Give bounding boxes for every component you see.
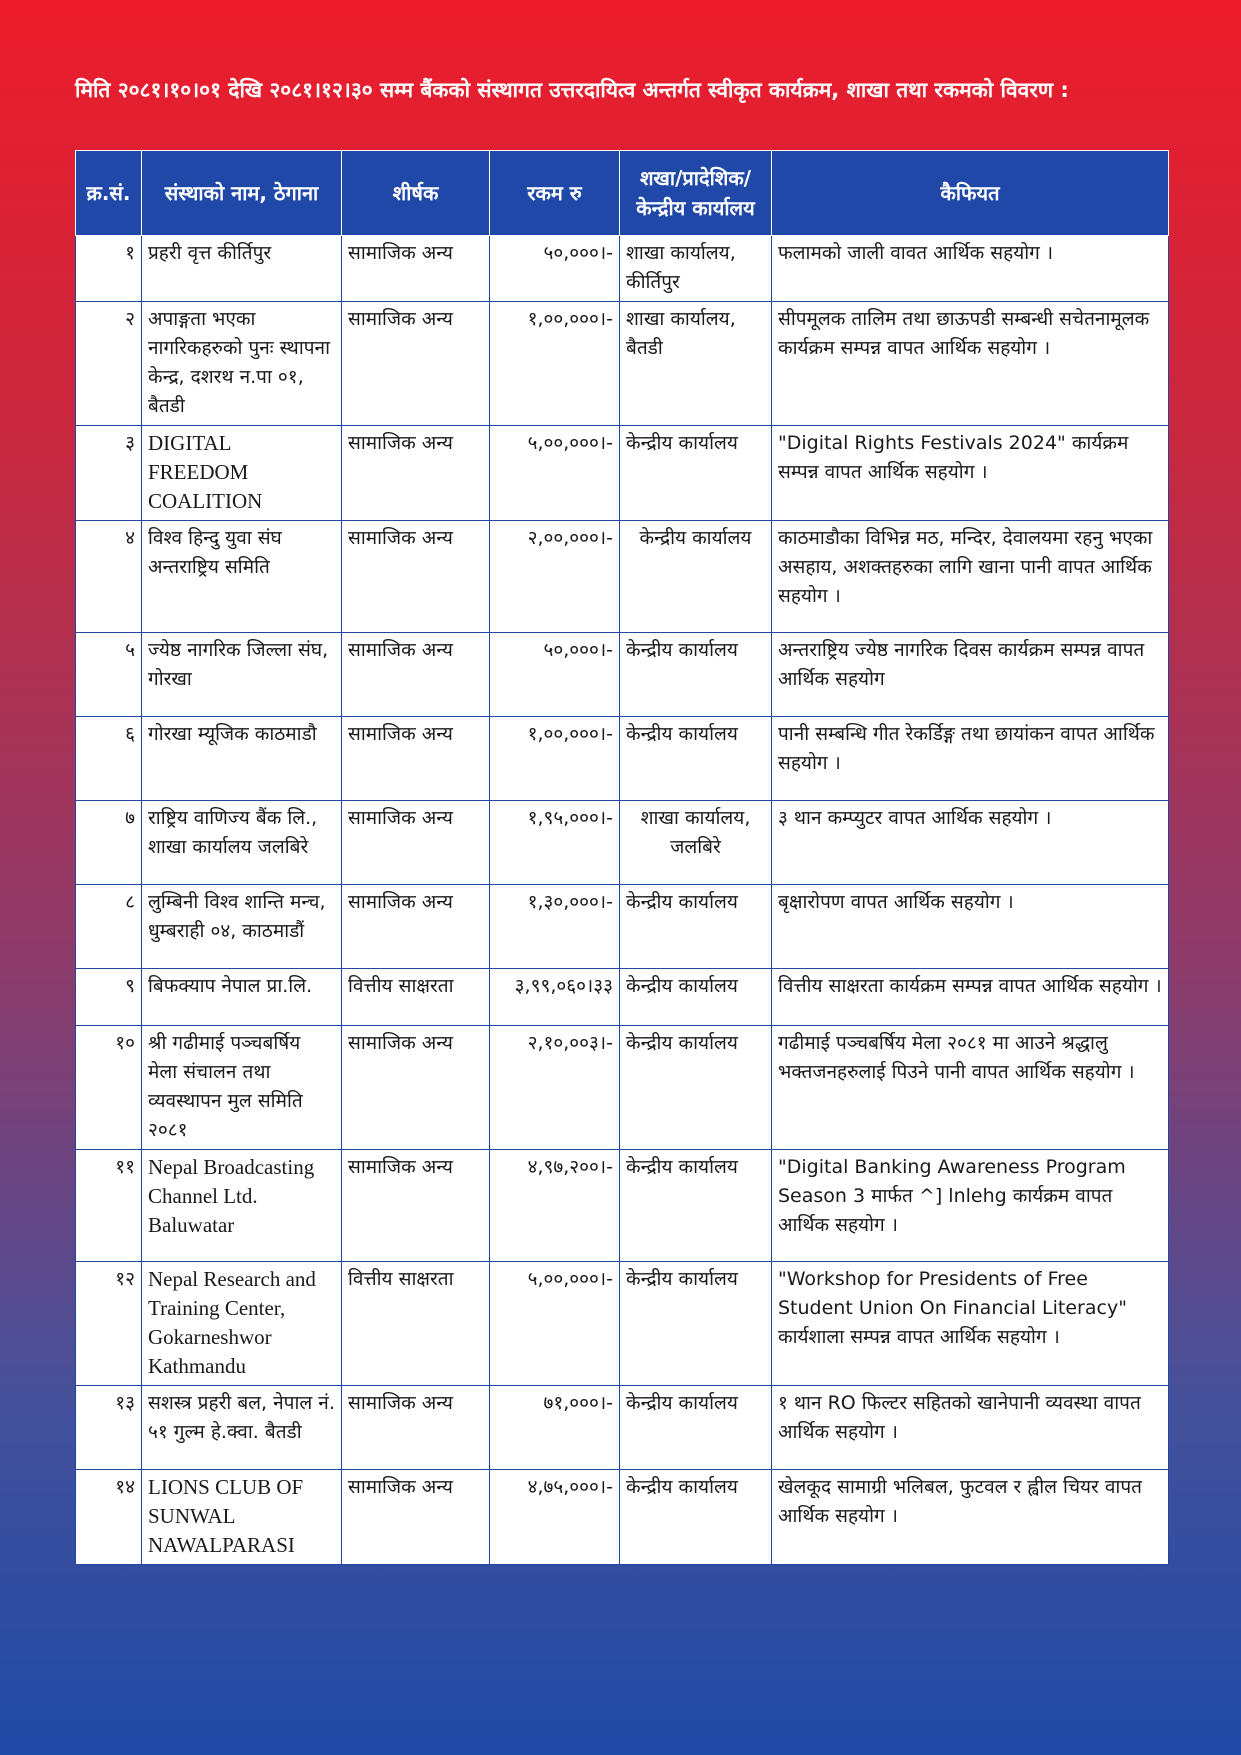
table-row [76,236,1169,302]
cell-amount: ५०,०००।- [490,236,620,302]
cell-amount: ४,७५,०००।- [490,1470,620,1565]
cell-office: केन्द्रीय कार्यालय [620,1026,772,1150]
table-row [76,1386,1169,1470]
cell-amount: १,००,०००।- [490,302,620,426]
cell-serial-number: ७ [76,801,142,885]
cell-office: केन्द्रीय कार्यालय [620,717,772,801]
table-row [76,717,1169,801]
cell-office: केन्द्रीय कार्यालय [620,1386,772,1470]
cell-serial-number: १२ [76,1262,142,1386]
cell-organization-name: LIONS CLUB OF SUNWAL NAWALPARASI [142,1470,342,1565]
cell-remarks: वित्तीय साक्षरता कार्यक्रम सम्पन्न वापत आर्थिक सहयोग । [772,969,1169,1026]
header-serial-number: क्र.सं. [76,151,142,236]
cell-amount: ५,००,०००।- [490,426,620,521]
cell-organization-name: विश्व हिन्दु युवा संघ अन्तराष्ट्रिय समिति [142,521,342,633]
cell-amount: ५,००,०००।- [490,1262,620,1386]
cell-organization-name: राष्ट्रिय वाणिज्य बैंक लि., शाखा कार्यालय जलबिरे [142,801,342,885]
cell-serial-number: ४ [76,521,142,633]
cell-remarks: सीपमूलक तालिम तथा छाऊपडी सम्बन्धी सचेतनामूलक कार्यक्रम सम्पन्न वापत आर्थिक सहयोग । [772,302,1169,426]
cell-office: शाखा कार्यालय, बैतडी [620,302,772,426]
cell-heading: सामाजिक अन्य [342,426,490,521]
cell-amount: २,००,०००।- [490,521,620,633]
cell-organization-name: Nepal Broadcasting Channel Ltd. Baluwatar [142,1150,342,1262]
table-row [76,1470,1169,1565]
cell-organization-name: सशस्त्र प्रहरी बल, नेपाल नं. ५१ गुल्म हे.क्वा. बैतडी [142,1386,342,1470]
header-heading: शीर्षक [342,151,490,236]
cell-organization-name: लुम्बिनी विश्व शान्ति मन्च, धुम्बराही ०४, काठमाडौं [142,885,342,969]
cell-serial-number: १३ [76,1386,142,1470]
cell-heading: वित्तीय साक्षरता [342,1262,490,1386]
cell-office: केन्द्रीय कार्यालय [620,885,772,969]
cell-serial-number: ५ [76,633,142,717]
cell-amount: ४,९७,२००।- [490,1150,620,1262]
cell-serial-number: १४ [76,1470,142,1565]
cell-remarks: पानी सम्बन्धि गीत रेकर्डिङ्ग तथा छायांकन वापत आर्थिक सहयोग । [772,717,1169,801]
cell-serial-number: ३ [76,426,142,521]
cell-heading: सामाजिक अन्य [342,1150,490,1262]
cell-organization-name: DIGITAL FREEDOM COALITION [142,426,342,521]
cell-heading: सामाजिक अन्य [342,521,490,633]
cell-remarks: "Digital Rights Festivals 2024" कार्यक्रम सम्पन्न वापत आर्थिक सहयोग । [772,426,1169,521]
cell-heading: सामाजिक अन्य [342,302,490,426]
cell-remarks: ३ थान कम्प्युटर वापत आर्थिक सहयोग । [772,801,1169,885]
cell-amount: ५०,०००।- [490,633,620,717]
header-organization-name: संस्थाको नाम, ठेगाना [142,151,342,236]
cell-heading: सामाजिक अन्य [342,1470,490,1565]
table-row [76,1262,1169,1386]
cell-office: शाखा कार्यालय, जलबिरे [620,801,772,885]
table-header-row [76,151,1169,236]
cell-organization-name: गोरखा म्यूजिक काठमाडौ [142,717,342,801]
table-row [76,426,1169,521]
cell-heading: सामाजिक अन्य [342,236,490,302]
header-remarks: कैफियत [772,151,1169,236]
cell-amount: १,००,०००।- [490,717,620,801]
cell-office: केन्द्रीय कार्यालय [620,1150,772,1262]
cell-amount: ३,९९,०६०।३३ [490,969,620,1026]
cell-serial-number: ८ [76,885,142,969]
page-title: मिति २०८१।१०।०१ देखि २०८१।१२।३० सम्म बैंकको संस्थागत उत्तरदायित्व अन्तर्गत स्वीकृत कार्यक्रम, शाखा तथा रकमको विवरण : [75,78,1069,102]
cell-remarks: "Digital Banking Awareness Program Season 3 मार्फत ^] lnlehg कार्यक्रम वापत आर्थिक सहयोग । [772,1150,1169,1262]
cell-serial-number: १० [76,1026,142,1150]
cell-heading: वित्तीय साक्षरता [342,969,490,1026]
cell-heading: सामाजिक अन्य [342,1386,490,1470]
cell-heading: सामाजिक अन्य [342,633,490,717]
cell-amount: २,१०,००३।- [490,1026,620,1150]
cell-remarks: खेलकूद सामाग्री भलिबल, फुटवल र ह्वील चियर वापत आर्थिक सहयोग । [772,1470,1169,1565]
cell-remarks: बृक्षारोपण वापत आर्थिक सहयोग । [772,885,1169,969]
cell-organization-name: ज्येष्ठ नागरिक जिल्ला संघ, गोरखा [142,633,342,717]
cell-heading: सामाजिक अन्य [342,801,490,885]
header-office: शखा/प्रादेशिक/ केन्द्रीय कार्यालय [620,151,772,236]
cell-remarks: गढीमाई पञ्चबर्षिय मेला २०८१ मा आउने श्रद्धालु भक्तजनहरुलाई पिउने पानी वापत आर्थिक सहयोग । [772,1026,1169,1150]
cell-organization-name: प्रहरी वृत्त कीर्तिपुर [142,236,342,302]
cell-heading: सामाजिक अन्य [342,717,490,801]
cell-amount: ७१,०००।- [490,1386,620,1470]
table-row [76,521,1169,633]
cell-heading: सामाजिक अन्य [342,1026,490,1150]
header-amount: रकम रु [490,151,620,236]
table-row [76,885,1169,969]
cell-remarks: फलामको जाली वावत आर्थिक सहयोग । [772,236,1169,302]
table-row [76,633,1169,717]
cell-organization-name: अपाङ्गता भएका नागरिकहरुको पुनः स्थापना केन्द्र, दशरथ न.पा ०१, बैतडी [142,302,342,426]
cell-office: केन्द्रीय कार्यालय [620,1262,772,1386]
cell-organization-name: Nepal Research and Training Center, Gokarneshwor Kathmandu [142,1262,342,1386]
cell-office: केन्द्रीय कार्यालय [620,521,772,633]
table-row [76,1026,1169,1150]
cell-office: केन्द्रीय कार्यालय [620,633,772,717]
cell-remarks: "Workshop for Presidents of Free Student Union On Financial Literacy" कार्यशाला सम्पन्न वापत आर्थिक सहयोग । [772,1262,1169,1386]
cell-serial-number: ९ [76,969,142,1026]
cell-remarks: काठमाडौका विभिन्न मठ, मन्दिर, देवालयमा रहनु भएका असहाय, अशक्तहरुका लागि खाना पानी वापत आर्थिक सहयोग । [772,521,1169,633]
cell-serial-number: ११ [76,1150,142,1262]
cell-organization-name: श्री गढीमाई पञ्चबर्षिय मेला संचालन तथा व्यवस्थापन मुल समिति २०८१ [142,1026,342,1150]
table-row [76,801,1169,885]
cell-office: केन्द्रीय कार्यालय [620,969,772,1026]
cell-heading: सामाजिक अन्य [342,885,490,969]
cell-remarks: अन्तराष्ट्रिय ज्येष्ठ नागरिक दिवस कार्यक्रम सम्पन्न वापत आर्थिक सहयोग [772,633,1169,717]
csr-program-table [75,150,1169,1565]
cell-office: शाखा कार्यालय, कीर्तिपुर [620,236,772,302]
cell-serial-number: २ [76,302,142,426]
cell-office: केन्द्रीय कार्यालय [620,1470,772,1565]
table-row [76,1150,1169,1262]
table-row [76,969,1169,1026]
cell-serial-number: १ [76,236,142,302]
cell-amount: १,३०,०००।- [490,885,620,969]
cell-serial-number: ६ [76,717,142,801]
cell-amount: १,९५,०००।- [490,801,620,885]
cell-remarks: १ थान RO फिल्टर सहितको खानेपानी व्यवस्था वापत आर्थिक सहयोग । [772,1386,1169,1470]
cell-organization-name: बिफक्याप नेपाल प्रा.लि. [142,969,342,1026]
table-row [76,302,1169,426]
cell-office: केन्द्रीय कार्यालय [620,426,772,521]
